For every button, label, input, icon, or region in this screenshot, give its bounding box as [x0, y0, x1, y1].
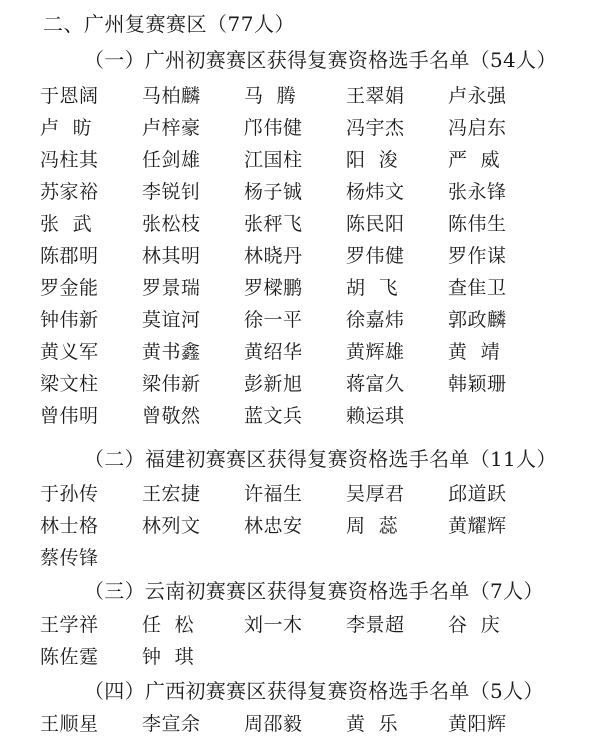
contestant-name: 杨炜文: [346, 181, 405, 203]
name-row: [40, 304, 580, 336]
contestant-name: 蔡传锋: [40, 547, 99, 569]
contestant-name: 曾敬然: [142, 405, 201, 427]
name-row: [40, 240, 580, 272]
name-row: [40, 272, 580, 304]
contestant-name: 严 威: [448, 149, 501, 171]
name-grid-guangzhou: [40, 80, 580, 432]
contestant-name: 陈佐霆: [40, 646, 99, 668]
contestant-name: 韩颖珊: [448, 373, 507, 395]
contestant-name: 卢梓豪: [142, 117, 201, 139]
contestant-name: 李锐钊: [142, 181, 201, 203]
name-row: [40, 144, 580, 176]
contestant-name: 周邵毅: [244, 713, 303, 735]
name-grid-yunnan: [40, 609, 580, 673]
contestant-name: 吴厚君: [346, 483, 405, 505]
contestant-name: 卢永强: [448, 85, 507, 107]
contestant-name: 黄 靖: [448, 341, 501, 363]
contestant-name: 彭新旭: [244, 373, 303, 395]
contestant-name: 邝伟健: [244, 117, 303, 139]
contestant-name: 周 蕊: [346, 515, 399, 537]
contestant-name: 邱道跃: [448, 483, 507, 505]
contestant-name: 于恩阔: [40, 85, 99, 107]
name-row: [40, 336, 580, 368]
contestant-name: 黄义军: [40, 341, 99, 363]
contestant-name: 黄书鑫: [142, 341, 201, 363]
contestant-name: 林晓丹: [244, 245, 303, 267]
name-row: [40, 609, 580, 641]
contestant-name: 黄 乐: [346, 713, 399, 735]
contestant-name: 罗金能: [40, 277, 99, 299]
contestant-name: 曾伟明: [40, 405, 99, 427]
group-title-guangxi: （四）广西初赛赛区获得复赛资格选手名单（5人）: [84, 679, 544, 703]
contestant-name: 阳 浚: [346, 149, 399, 171]
name-row: [40, 542, 580, 574]
contestant-name: 任剑雄: [142, 149, 201, 171]
contestant-name: 王翠娟: [346, 85, 405, 107]
contestant-name: 赖运琪: [346, 405, 405, 427]
contestant-name: 钟伟新: [40, 309, 99, 331]
contestant-name: 莫谊河: [142, 309, 201, 331]
name-row: [40, 112, 580, 144]
name-grid-guangxi: [40, 708, 580, 740]
contestant-name: 王学祥: [40, 614, 99, 636]
contestant-name: 王宏捷: [142, 483, 201, 505]
contestant-name: 查隹卫: [448, 277, 507, 299]
contestant-name: 陈伟生: [448, 213, 507, 235]
contestant-name: 黄绍华: [244, 341, 303, 363]
contestant-name: 李宣余: [142, 713, 201, 735]
contestant-name: 罗景瑞: [142, 277, 201, 299]
contestant-name: 任 松: [142, 614, 195, 636]
contestant-name: 胡 飞: [346, 277, 399, 299]
contestant-name: 张 武: [40, 213, 93, 235]
contestant-name: 钟 琪: [142, 646, 195, 668]
contestant-name: 林其明: [142, 245, 201, 267]
contestant-name: 陈民阳: [346, 213, 405, 235]
group-title-guangzhou: （一）广州初赛赛区获得复赛资格选手名单（54人）: [84, 48, 557, 72]
contestant-name: 卢 昉: [40, 117, 93, 139]
section-title: 二、广州复赛赛区（77人）: [43, 12, 295, 36]
name-row: [40, 641, 580, 673]
contestant-name: 蓝文兵: [244, 405, 303, 427]
contestant-name: 许福生: [244, 483, 303, 505]
contestant-name: 刘一木: [244, 614, 303, 636]
contestant-name: 梁文柱: [40, 373, 99, 395]
name-row: [40, 708, 580, 740]
group-title-yunnan: （三）云南初赛赛区获得复赛资格选手名单（7人）: [84, 579, 544, 603]
contestant-name: 冯柱其: [40, 149, 99, 171]
contestant-name: 张松枝: [142, 213, 201, 235]
name-row: [40, 510, 580, 542]
contestant-name: 陈郡明: [40, 245, 99, 267]
contestant-name: 冯启东: [448, 117, 507, 139]
name-grid-fujian: [40, 478, 580, 574]
contestant-name: 徐嘉炜: [346, 309, 405, 331]
contestant-name: 冯宇杰: [346, 117, 405, 139]
name-row: [40, 208, 580, 240]
contestant-name: 杨子铖: [244, 181, 303, 203]
name-row: [40, 478, 580, 510]
name-row: [40, 80, 580, 112]
contestant-name: 黄耀辉: [448, 515, 507, 537]
contestant-name: 林列文: [142, 515, 201, 537]
contestant-name: 张秤飞: [244, 213, 303, 235]
contestant-name: 马 腾: [244, 85, 297, 107]
contestant-name: 谷 庆: [448, 614, 501, 636]
contestant-name: 徐一平: [244, 309, 303, 331]
contestant-name: 郭政麟: [448, 309, 507, 331]
name-row: [40, 176, 580, 208]
contestant-name: 罗作谋: [448, 245, 507, 267]
contestant-name: 苏家裕: [40, 181, 99, 203]
contestant-name: 李景超: [346, 614, 405, 636]
contestant-name: 林忠安: [244, 515, 303, 537]
contestant-name: 王顺星: [40, 713, 99, 735]
contestant-name: 罗樑鹏: [244, 277, 303, 299]
name-row: [40, 368, 580, 400]
group-title-fujian: （二）福建初赛赛区获得复赛资格选手名单（11人）: [84, 447, 557, 471]
contestant-name: 马柏麟: [142, 85, 201, 107]
name-row: [40, 400, 580, 432]
contestant-name: 江国柱: [244, 149, 303, 171]
contestant-name: 蒋富久: [346, 373, 405, 395]
contestant-name: 黄辉雄: [346, 341, 405, 363]
contestant-name: 于孙传: [40, 483, 99, 505]
contestant-name: 梁伟新: [142, 373, 201, 395]
contestant-name: 罗伟健: [346, 245, 405, 267]
contestant-name: 林士格: [40, 515, 99, 537]
contestant-name: 张永锋: [448, 181, 507, 203]
contestant-name: 黄阳辉: [448, 713, 507, 735]
